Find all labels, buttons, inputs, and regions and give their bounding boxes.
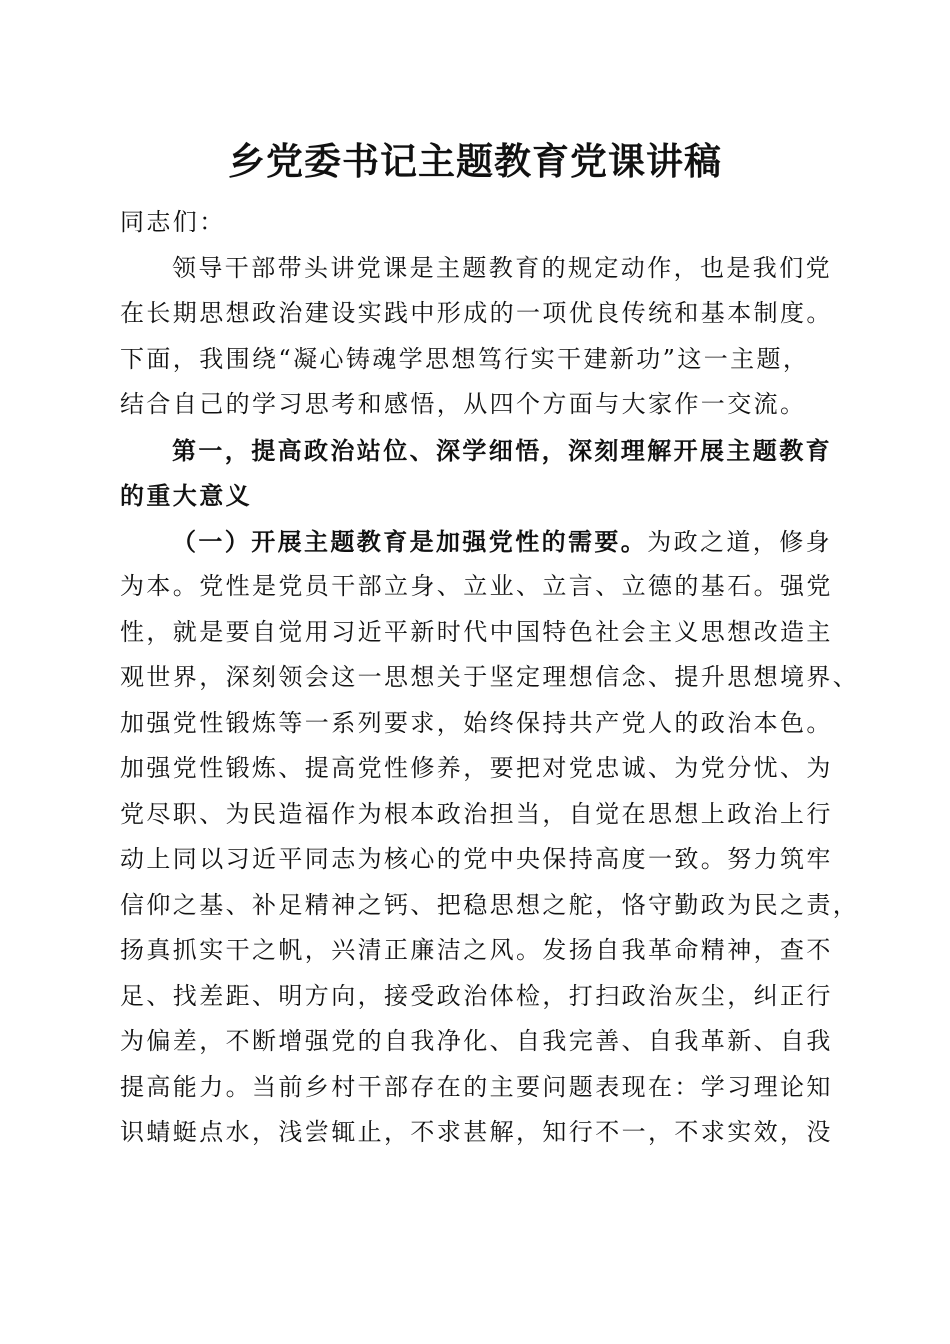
subsection-first-line bbox=[120, 519, 840, 565]
section-heading-line: 第一，提高政治站位、深学细悟，深刻理解开展主题教育 bbox=[172, 435, 832, 465]
paragraph-line: 动上同以习近平同志为核心的党中央保持高度一致。努力筑牢 bbox=[120, 845, 833, 873]
subsection-first-line-rest: 为政之道，修身 bbox=[647, 527, 833, 556]
paragraph-line: 党尽职、为民造福作为根本政治担当，自觉在思想上政治上行 bbox=[120, 799, 833, 828]
document-body bbox=[120, 200, 860, 1156]
paragraph-line: 加强党性锻炼等一系列要求，始终保持共产党人的政治本色。 bbox=[120, 708, 833, 737]
paragraph-line: 识蜻蜓点水，浅尝辄止，不求甚解，知行不一，不求实效，没 bbox=[120, 1118, 833, 1146]
subsection-heading: （一）开展主题教育是加强党性的需要。 bbox=[172, 526, 648, 556]
paragraph-line: 观世界，深刻领会这一思想关于坚定理想信念、提升思想境界、 bbox=[120, 663, 860, 691]
paragraph-line: 为本。党性是党员干部立身、立业、立言、立德的基石。强党 bbox=[120, 572, 833, 600]
paragraph-line: 信仰之基、补足精神之钙、把稳思想之舵，恪守勤政为民之责， bbox=[120, 890, 860, 919]
intro-line: 在长期思想政治建设实践中形成的一项优良传统和基本制度。 bbox=[120, 299, 833, 327]
paragraph-line: 为偏差，不断增强党的自我净化、自我完善、自我革新、自我 bbox=[120, 1027, 833, 1055]
paragraph-line: 加强党性锻炼、提高党性修养，要把对党忠诚、为党分忧、为 bbox=[120, 754, 833, 782]
intro-line: 结合自己的学习思考和感悟，从四个方面与大家作一交流。 bbox=[120, 390, 807, 418]
section-heading-line: 的重大意义 bbox=[120, 481, 252, 510]
paragraph-line: 足、找差距、明方向，接受政治体检，打扫政治灰尘，纠正行 bbox=[120, 981, 833, 1010]
intro-line: 下面，我围绕“凝心铸魂学思想笃行实干建新功”这一主题， bbox=[120, 344, 810, 373]
salutation: 同志们： bbox=[120, 208, 226, 236]
paragraph-line: 提高能力。当前乡村干部存在的主要问题表现在：学习理论知 bbox=[120, 1072, 833, 1101]
document-title: 乡党委书记主题教育党课讲稿 bbox=[228, 139, 722, 183]
paragraph-line: 扬真抓实干之帆，兴清正廉洁之风。发扬自我革命精神，查不 bbox=[120, 936, 833, 964]
paragraph-line: 性，就是要自觉用习近平新时代中国特色社会主义思想改造主 bbox=[120, 617, 833, 646]
intro-line: 领导干部带头讲党课是主题教育的规定动作，也是我们党 bbox=[172, 253, 832, 282]
